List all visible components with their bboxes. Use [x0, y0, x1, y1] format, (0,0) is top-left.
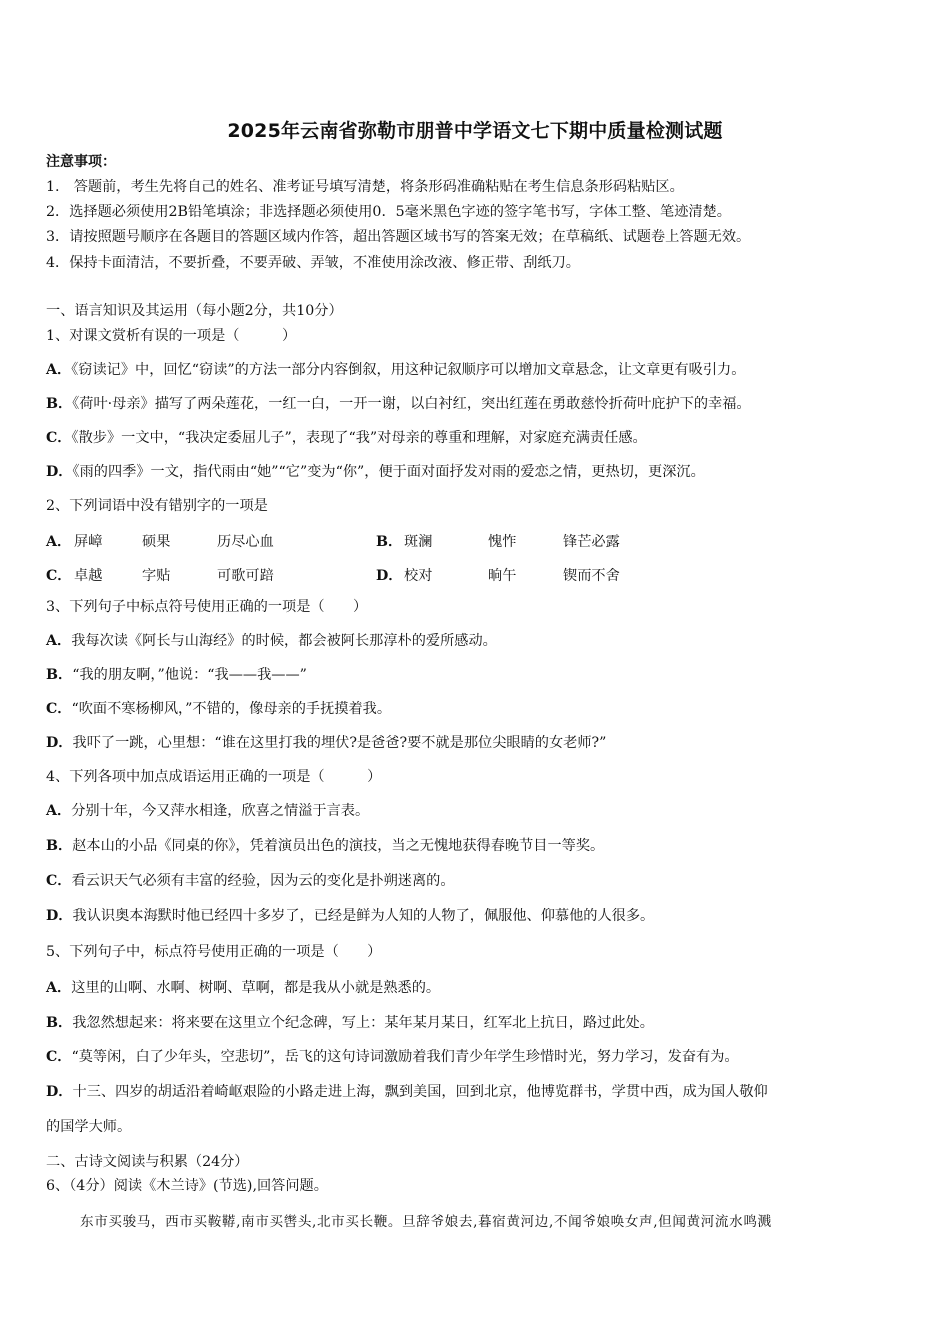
option-row: [46, 802, 369, 820]
option-text: 《散步》一文中，“我决定委屈儿子”，表现了“我”对母亲的尊重和理解，对家庭充满责任感。: [71, 430, 647, 446]
section-heading: 一、语言知识及其运用（每小题2分，共10分）: [46, 303, 343, 319]
option-word: 历尽心血: [217, 534, 274, 550]
option-text: 分别十年，今又萍水相逢，欣喜之情溢于言表。: [71, 803, 370, 819]
option-row: [46, 734, 606, 752]
option-letter: C．: [46, 701, 72, 717]
option-word: 校对: [404, 568, 433, 584]
option-row: [46, 907, 654, 925]
option-text: 这里的山啊、水啊、树啊、草啊，都是我从小就是熟悉的。: [71, 980, 441, 996]
option-text: “吹面不寒杨柳风，”不错的，像母亲的手抚摸着我。: [71, 701, 392, 717]
option-letter: D．: [46, 908, 73, 924]
option-text: 赵本山的小品《同桌的你》，凭着演员出色的演技，当之无愧地获得春晚节目一等奖。: [72, 838, 605, 854]
option-row: [46, 463, 705, 481]
page-title: 2025年云南省弥勒市朋普中学语文七下期中质量检测试题: [227, 120, 723, 142]
option-row: [46, 395, 751, 413]
option-text: 我吓了一跳，心里想：“谁在这里打我的埋伏?是爸爸?要不就是那位尖眼睛的女老师?”: [72, 735, 607, 751]
option-row: [46, 979, 440, 997]
option-text: 我忽然想起来：将来要在这里立个纪念碑，写上：某年某月某日，红军北上抗日，路过此处。: [72, 1015, 654, 1031]
option-letter: B．: [376, 534, 403, 550]
option-word: 屏嶂: [74, 534, 103, 550]
notice-item: 1. 答题前，考生先将自己的姓名、准考证号填写清楚，将条形码准确粘贴在考生信息条形码粘贴区。: [46, 179, 684, 195]
option-row: [46, 361, 745, 379]
option-row: [46, 1048, 739, 1066]
question-stem: 2、下列词语中没有错别字的一项是: [46, 498, 268, 514]
option-word: 硕果: [142, 534, 171, 550]
option-row: [46, 700, 391, 718]
option-text: 十三、四岁的胡适沿着崎岖艰险的小路走进上海，飘到美国，回到北京，他博览群书，学贯中西，成为国人敬仰: [72, 1084, 768, 1100]
option-row: [46, 666, 307, 684]
option-text: 我认识奥本海默时他已经四十多岁了，已经是鲜为人知的人物了，佩服他、仰慕他的人很多。: [72, 908, 655, 924]
option-letter: B．: [46, 396, 73, 412]
option-text: “莫等闲，白了少年头，空悲切”，岳飞的这句诗词激励着我们青少年学生珍惜时光，努力学习，发奋有为。: [71, 1049, 739, 1065]
option-text: 《窃读记》中，回忆“窃读”的方法一部分内容倒叙，用这种记叙顺序可以增加文章悬念，让文章更有吸引力。: [71, 362, 746, 378]
option-letter: C．: [46, 568, 72, 584]
option-word: 可歌可踣: [217, 568, 274, 584]
option-letter: B．: [46, 1015, 73, 1031]
question-stem: 5、下列句子中，标点符号使用正确的一项是（ ）: [46, 944, 382, 960]
option-text: 《雨的四季》一文，指代雨由“她”“它”变为“你”，便于面对面抒发对雨的爱恋之情，更热切，更深沉。: [72, 464, 705, 480]
option-word: 锋芒必露: [563, 534, 620, 550]
question-stem: 3、下列句子中标点符号使用正确的一项是（ ）: [46, 599, 368, 615]
question-stem: 6、（4分）阅读《木兰诗》(节选),回答问题。: [46, 1178, 328, 1194]
option-word: 字贴: [142, 568, 171, 584]
option-row: [46, 632, 497, 650]
option-continuation: 的国学大师。: [46, 1119, 132, 1135]
option-text: 我每次读《阿长与山海经》的时候，都会被阿长那淳朴的爱所感动。: [71, 633, 497, 649]
option-letter: A．: [46, 633, 72, 649]
option-letter: B．: [46, 838, 73, 854]
option-word: 愧怍: [488, 534, 517, 550]
option-text: “我的朋友啊，”他说：“我——我——”: [72, 667, 307, 683]
option-letter: A．: [46, 534, 72, 550]
option-letter: D．: [46, 1084, 73, 1100]
notice-heading: 注意事项：: [46, 154, 116, 170]
notice-item: 4．保持卡面清洁，不要折叠，不要弄破、弄皱，不准使用涂改液、修正带、刮纸刀。: [46, 255, 580, 271]
option-text: 《荷叶·母亲》描写了两朵莲花，一红一白，一开一谢，以白衬红，突出红莲在勇敢慈怜折荷叶庇护下的幸福。: [72, 396, 751, 412]
option-row: [46, 1014, 654, 1032]
option-letter: B．: [46, 667, 73, 683]
option-row: [46, 1083, 768, 1101]
option-letter: D．: [376, 568, 403, 584]
option-letter: A．: [46, 803, 72, 819]
notice-item: 3．请按照题号顺序在各题目的答题区域内作答，超出答题区域书写的答案无效；在草稿纸、试题卷上答题无效。: [46, 229, 751, 245]
option-letter: C．: [46, 873, 72, 889]
option-letter: A．: [46, 362, 72, 378]
option-letter: A．: [46, 980, 72, 996]
option-letter: C．: [46, 430, 72, 446]
option-row: [46, 872, 455, 890]
notice-item: 2．选择题必须使用2B铅笔填涂；非选择题必须使用0．5毫米黑色字迹的签字笔书写，字体工整、笔迹清楚。: [46, 204, 731, 220]
option-word: 卓越: [74, 568, 103, 584]
option-word: 锲而不舍: [563, 568, 620, 584]
poem-text: 东市买骏马，西市买鞍鞯,南市买辔头,北市买长鞭。旦辞爷娘去,暮宿黄河边,不闻爷娘唤女声,但闻黄河流水鸣溅: [80, 1214, 772, 1230]
question-stem: 1、对课文赏析有误的一项是（ ）: [46, 328, 297, 344]
question-stem: 4、下列各项中加点成语运用正确的一项是（ ）: [46, 769, 382, 785]
option-word: 斑澜: [404, 534, 433, 550]
option-word: 晌午: [488, 568, 517, 584]
option-letter: D．: [46, 464, 73, 480]
option-row: [46, 837, 604, 855]
option-letter: C．: [46, 1049, 72, 1065]
section-heading: 二、古诗文阅读与积累（24分）: [46, 1154, 249, 1170]
option-text: 看云识天气必须有丰富的经验，因为云的变化是扑朔迷离的。: [71, 873, 455, 889]
option-letter: D．: [46, 735, 73, 751]
option-row: [46, 429, 647, 447]
